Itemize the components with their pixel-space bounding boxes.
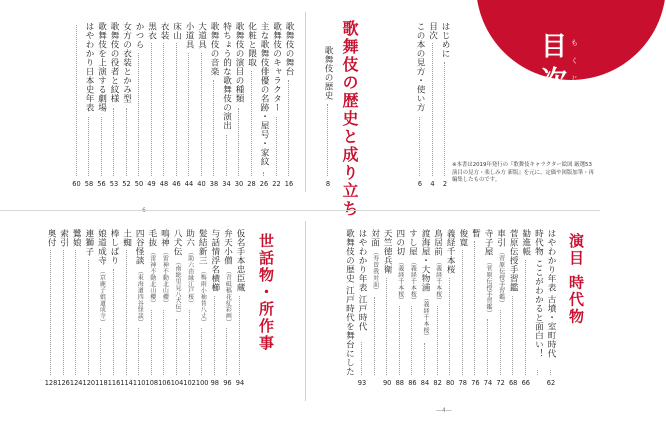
leader-dots [437,306,438,375]
entry-page-number: 53 [109,180,119,188]
entry-page-number: 60 [72,180,81,188]
entry-page-number: 38 [209,180,219,188]
entry-page-number: 78 [458,379,467,387]
entry-page-number: 56 [97,180,106,188]
toc-entry[interactable] [97,22,107,190]
entry-title: 衣装 [159,22,169,40]
entry-title: 暫 [470,229,481,238]
toc-entry[interactable] [323,46,333,190]
toc-entry[interactable] [109,22,119,190]
entry-title: はじめに [440,22,450,58]
entry-page-number: 30 [234,180,244,188]
section-title-history: 歌舞伎の歴史と成り立ち [340,20,359,218]
entry-page-number: 16 [284,180,294,188]
toc-entry[interactable] [440,22,450,190]
leader-dots [201,53,202,176]
entry-page-number: 86 [408,379,417,387]
entry-title: 弁天小僧 [222,229,233,265]
toc-spread-bottom [0,210,600,418]
leader-dots [238,108,239,176]
entry-title: 与話情浮名横櫛 [209,229,220,292]
toc-entry[interactable] [483,229,493,389]
toc-entry[interactable] [382,229,392,389]
entry-title: 対面 [369,229,380,247]
leader-dots [276,117,277,176]
entry-page-number: 2 [442,180,448,188]
toc-entry[interactable] [470,229,480,389]
leader-dots [163,310,164,375]
toc-entry[interactable] [134,229,144,389]
leader-dots [327,104,328,176]
entry-subtitle: （義経千本桜） [409,258,417,304]
leader-dots [239,296,240,375]
edition-note: ※本書は2019年発行の『歌舞伎キャラクター絵図 厳選53演目の見方・楽しみ方 新版』を元に、定価や図版加筆・再編集したものです。 [452,162,594,184]
toc-entry[interactable] [344,229,354,389]
leader-dots [512,296,513,375]
entry-page-number: 80 [445,379,455,387]
entry-page-number: 94 [235,379,245,387]
toc-entry[interactable] [147,229,157,389]
leader-dots [126,250,127,375]
entry-title: 鳥居前 [432,229,443,256]
entry-title: すし屋 [407,229,418,256]
toc-entry[interactable] [72,22,82,190]
entry-title: この本の見方・使い方 [415,22,425,112]
toc-entry[interactable] [445,229,455,389]
section-title-jidaimono: 演目 時代物 [567,233,585,326]
toc-title: 目 次 [540,32,567,96]
toc-entry[interactable] [147,22,157,190]
entry-page-number: 96 [223,379,232,387]
toc-entry[interactable] [395,229,405,389]
leader-dots [176,319,177,375]
toc-entry[interactable] [222,22,232,190]
leader-dots [424,343,425,375]
entry-page-number: 22 [272,180,281,188]
toc-entry[interactable] [272,22,282,190]
toc-entry[interactable] [508,229,518,389]
entry-page-number: 44 [184,180,194,188]
page-divider [305,221,306,401]
entry-title: 仮名手本忠臣蔵 [235,229,245,292]
entry-page-number: 114 [120,379,133,387]
leader-dots [263,172,264,176]
entry-page-number: 52 [122,180,131,188]
entry-title: 歌舞伎の歴史 [323,46,333,100]
entry-page-number: 98 [210,379,219,387]
entry-page-number: 82 [433,379,442,387]
page-number-right: —4— [436,407,452,414]
toc-entry[interactable] [185,229,195,389]
entry-page-number: 76 [471,379,480,387]
entry-title: 義経千本桜 [445,229,456,274]
entry-subtitle: （義経千本桜） [422,295,429,341]
toc-entry[interactable] [71,229,81,389]
toc-entry[interactable] [172,229,182,389]
entry-subtitle: （東海道四谷怪談） [136,267,144,326]
toc-entry[interactable] [222,229,232,389]
entry-page-number: 58 [84,180,94,188]
entry-title: 歌舞伎の役者と紋様 [109,22,119,103]
entry-title: 棒しばり [109,229,119,265]
leader-dots [226,328,227,375]
entry-title: 鳴神 [159,229,170,247]
leader-dots [432,43,433,176]
entry-title: かつら [134,22,144,49]
entry-title: 娘道成寺 [96,229,107,265]
toc-entry[interactable] [159,229,169,389]
entry-title: 大道具 [196,22,207,49]
section-title-sewamono: 世話物・所作事 [257,233,275,352]
entry-page-number: 100 [195,379,209,387]
toc-entry[interactable] [235,229,245,389]
entry-page-number: 106 [158,379,171,387]
entry-title: 四の切 [394,229,405,256]
entry-title: 床山 [171,22,182,40]
leader-dots [374,297,375,375]
entry-subtitle: （南総里見八犬伝） [174,258,181,317]
entry-title: 鷺娘 [71,229,82,247]
leader-dots [138,53,139,176]
entry-title: 寺子屋 [483,229,493,256]
entry-subtitle: （雷神不動北山櫻） [161,249,169,307]
leader-dots [419,117,420,176]
entry-subtitle: （寿曽我対面） [371,249,379,295]
leader-dots [386,278,387,375]
title-ruby: く [571,57,578,65]
entry-page-number: 102 [183,379,196,387]
toc-entry[interactable] [284,22,294,190]
toc-entry[interactable] [415,22,425,190]
entry-page-number: 48 [159,180,169,188]
leader-dots [75,250,76,375]
entry-page-number: 34 [222,180,231,188]
entry-title: はやわかり年表 古墳・室町時代 [546,229,556,359]
leader-dots [361,342,362,375]
entry-title: はやわかり年表 江戸時代 [357,229,367,332]
leader-dots [399,306,400,375]
leader-dots [113,108,114,176]
toc-entry[interactable] [210,229,220,389]
entry-title: 渡海屋・大物浦 [420,229,430,292]
leader-dots [188,53,189,176]
entry-title: 四谷怪談 [134,229,145,265]
leader-dots [126,108,127,176]
toc-entry[interactable] [496,229,506,389]
leader-dots [63,250,64,375]
entry-page-number: 66 [521,379,530,387]
entry-page-number: 88 [395,379,404,387]
entry-title: 八犬伝 [172,229,182,256]
entry-page-number: 110 [132,379,146,387]
entry-title: 毛抜 [146,229,157,247]
entry-page-number: 120 [82,379,96,387]
toc-entry[interactable] [46,229,56,389]
toc-entry[interactable] [59,229,69,389]
toc-entry[interactable] [407,229,417,389]
entry-title: 女方の衣装とかみ型 [121,22,132,103]
entry-page-number: 128 [44,379,58,387]
leader-dots [462,250,463,375]
leader-dots [251,71,252,176]
leader-dots [411,306,412,375]
entry-title: 髪結新三 [197,229,208,265]
leader-dots [537,370,538,375]
leader-dots [226,135,227,176]
leader-dots [151,310,152,375]
entry-page-number: 124 [69,379,83,387]
entry-page-number: 108 [145,379,159,387]
entry-title: 歌舞伎の歴史 江戸時代を舞台にした [344,229,355,377]
entry-title: 土蜘 [121,229,132,247]
toc-entry[interactable] [247,22,257,190]
leader-dots [101,117,102,176]
entry-subtitle: （雷神不動北山櫻） [148,249,156,307]
entry-subtitle: （義経千本桜） [434,258,442,304]
leader-dots [474,241,475,375]
toc-entry[interactable] [357,229,367,389]
leader-dots [550,370,551,375]
leader-dots [500,310,501,375]
entry-title: 時代物 ここがわかると面白い！ [533,229,544,359]
leader-dots [163,43,164,176]
entry-title: 天竺徳兵衛 [382,229,393,274]
toc-entry[interactable] [433,229,443,389]
entry-page-number: 8 [325,180,331,188]
entry-title: 特ちょう的な歌舞伎の演出 [221,22,232,130]
leader-dots [444,62,445,176]
entry-title: 歌舞伎の演目の種類 [234,22,244,103]
entry-page-number: 6 [417,180,423,188]
entry-subtitle: （助六由縁江戸桜） [186,249,194,307]
entry-title: 助六 [184,229,195,247]
title-ruby: じ [571,75,578,83]
entry-page-number: 116 [107,379,121,387]
leader-dots [138,328,139,375]
entry-subtitle: （菅原伝授手習鑑） [485,258,492,317]
toc-entry[interactable] [234,22,244,190]
title-ruby: も [571,39,578,47]
entry-page-number: 62 [546,379,556,387]
entry-page-number: 90 [382,379,392,387]
entry-page-number: 104 [170,379,184,387]
page-divider [305,12,306,192]
entry-title: 勧進帳 [520,229,531,256]
toc-entry[interactable] [122,22,132,190]
entry-title: 奥付 [46,229,56,247]
toc-entry[interactable] [428,22,438,190]
toc-entry[interactable] [533,229,543,389]
entry-title: 歌舞伎の舞台 [284,22,294,76]
toc-spread-top [0,2,600,218]
entry-title: 歌舞伎の音楽 [209,22,219,76]
toc-entry[interactable] [184,22,194,190]
leader-dots [213,80,214,176]
entry-subtitle: （青砥稿花紅彩画） [224,267,232,326]
entry-title: 黒衣 [146,22,157,40]
entry-title: 連獅子 [83,229,94,256]
leader-dots [449,278,450,375]
entry-title: 歌舞伎を上演する劇場 [96,22,107,112]
entry-subtitle: （梅雨小袖昔八丈） [199,267,207,326]
toc-entry[interactable] [197,229,207,389]
entry-title: 化粧と隈取 [246,22,257,67]
entry-title: 小道具 [184,22,194,49]
toc-entry[interactable] [159,22,169,190]
toc-entry[interactable] [134,22,144,190]
leader-dots [76,25,77,176]
toc-entry[interactable] [197,22,207,190]
entry-page-number: 40 [197,180,206,188]
entry-title: 索引 [58,229,69,247]
entry-title: はやわかり日本史年表 [84,22,94,112]
entry-page-number: 4 [430,180,435,188]
leader-dots [100,328,101,375]
entry-page-number: 74 [483,379,493,387]
toc-entry[interactable] [96,229,106,389]
toc-entry[interactable] [420,229,430,389]
toc-entry[interactable] [84,22,94,190]
leader-dots [88,117,89,176]
toc-entry[interactable] [546,229,556,389]
toc-entry[interactable] [458,229,468,389]
entry-title: 菅原伝授手習鑑 [508,229,519,292]
page-number-left: —6— [136,207,152,214]
leader-dots [214,296,215,375]
entry-page-number: 26 [259,180,269,188]
leader-dots [151,43,152,176]
entry-page-number: 72 [496,379,505,387]
entry-page-number: 93 [357,379,367,387]
entry-page-number: 49 [147,180,156,188]
toc-entry[interactable] [84,229,94,389]
leader-dots [525,260,526,375]
leader-dots [189,310,190,375]
entry-subtitle: （義経千本桜） [396,258,404,304]
toc-entry[interactable] [122,229,132,389]
leader-dots [288,80,289,176]
entry-subtitle: （京鹿子娘道成寺） [98,267,106,326]
toc-entry[interactable] [521,229,531,389]
toc-entry[interactable] [109,229,119,389]
entry-page-number: 28 [247,180,256,188]
entry-title: 歌舞伎のキャラクター [271,22,282,112]
entry-page-number: 126 [57,379,70,387]
entry-title: 目次 [427,22,438,40]
entry-page-number: 84 [420,379,430,387]
leader-dots [201,328,202,375]
entry-title: 主な歌舞伎俳優の名跡・屋号・家紋 [259,22,269,166]
entry-title: 車引 [495,229,506,247]
entry-page-number: 50 [134,180,144,188]
entry-subtitle: （菅原伝授手習鑑） [497,249,505,307]
toc-entry[interactable] [172,22,182,190]
entry-title: 俊寛 [457,229,468,247]
toc-entry[interactable] [209,22,219,190]
leader-dots [50,250,51,375]
leader-dots [487,319,488,375]
leader-dots [88,260,89,375]
leader-dots [176,43,177,176]
entry-page-number: 46 [172,180,181,188]
toc-entry[interactable] [370,229,380,389]
leader-dots [113,269,114,375]
entry-page-number: 118 [95,379,108,387]
entry-page-number: 68 [508,379,518,387]
toc-entry[interactable] [259,22,269,190]
